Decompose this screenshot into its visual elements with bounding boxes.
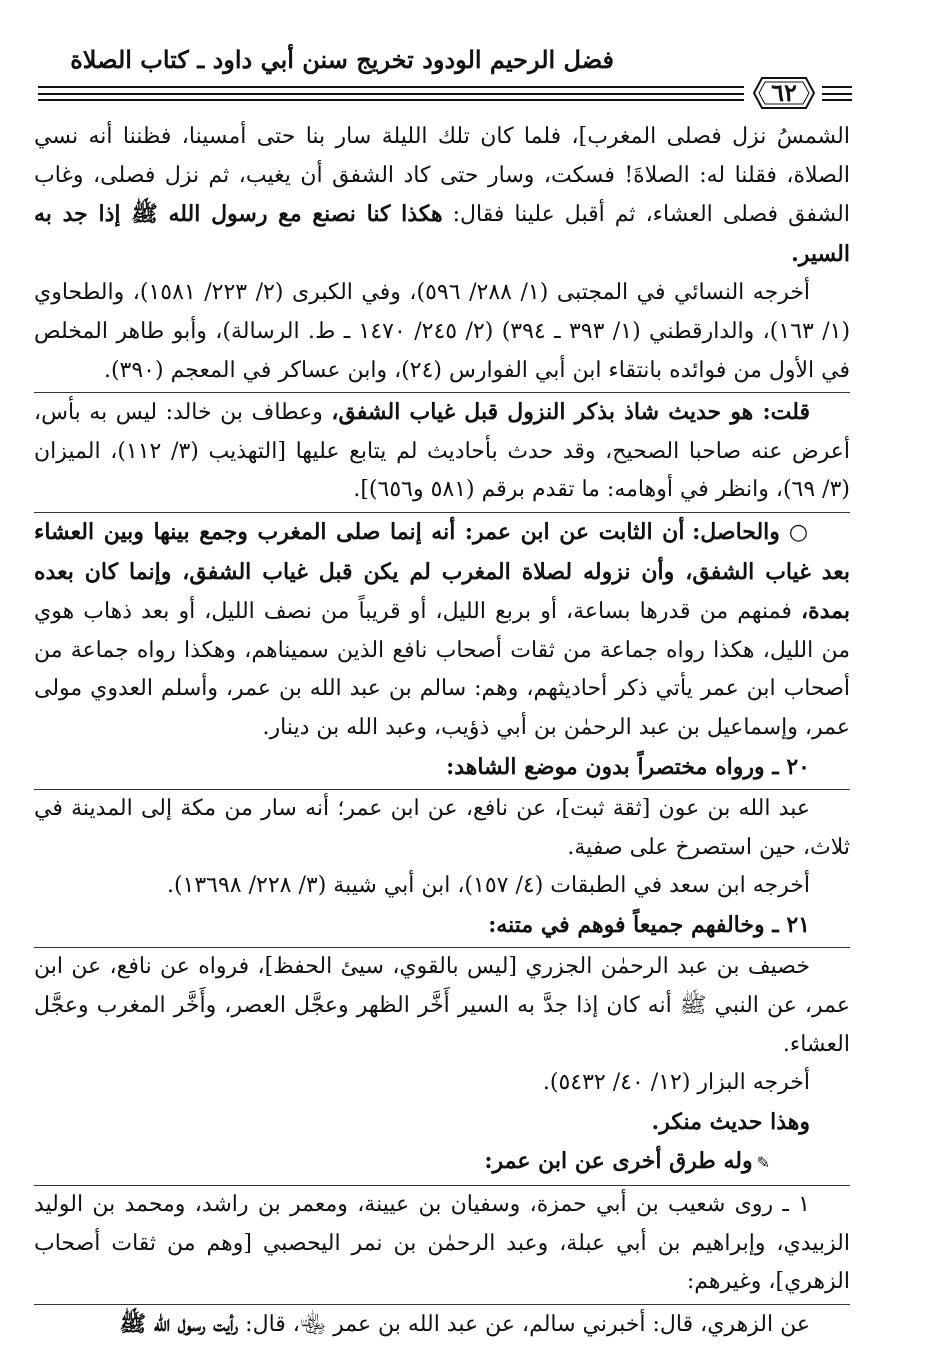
heading-text: ٢١ ـ وخالفهم جميعاً فوهم في متنه: xyxy=(488,911,810,938)
bold-text-run: هكذا كنا نصنع مع رسول الله ﷺ إذا جد به السير. xyxy=(34,201,850,267)
heading-other-routes xyxy=(34,1142,850,1183)
paragraph-ibn-awn: عبد الله بن عون [ثقة ثبت]، عن نافع، عن ابن عمر؛ أنه سار من مكة إلى المدينة في ثلاث، حين استصرخ على صفية. xyxy=(34,796,850,860)
header-rule xyxy=(38,86,744,88)
header-rule xyxy=(822,93,852,95)
pen-marker-icon: ✎ xyxy=(756,1153,770,1173)
paragraph-qultu xyxy=(34,393,850,510)
header-rule xyxy=(38,99,744,101)
circle-marker-icon: ○ xyxy=(788,519,810,545)
paragraph-zuhri xyxy=(34,1305,850,1345)
text-run: الشمسُ نزل فصلى المغرب]، فلما كان تلك الليلة سار بنا حتى أمسينا، فظننا أنه نسي الصلاة، فقلنا له: الصلاةَ! فسكت، وسار حتى كاد الشفق أن يغيب، ثم نزل فصلى، وغاب الشفق فصلى العشاء، ثم أقبل علينا فقال: xyxy=(34,124,850,228)
bold-text-run: وهذا حديث منكر. xyxy=(651,1108,810,1135)
header-rule xyxy=(822,99,852,101)
main-text xyxy=(34,118,850,1344)
header-rule xyxy=(38,93,744,95)
paragraph-khusayf: خصيف بن عبد الرحمٰن الجزري [ليس بالقوي، سيئ الحفظ]، فرواه عن نافع، عن ابن عمر، عن النبي ﷺ أنه كان إذا جدَّ به السير أَخَّر الظهر وعجَّل العصر، وأَخَّر المغرب وعجَّل العشاء. xyxy=(34,954,850,1057)
text-run: وعطاف بن خالد: ليس به بأس، أعرض عنه صاحبا الصحيح، وقد حدث بأحاديث لم يتابع عليها [التهذيب (٣/ ١١٢)، الميزان (٣/ ٦٩)، وانظر في أوهامه: ما تقدم برقم (٥٨١ و٦٥٦)]. xyxy=(34,400,851,503)
bold-text-run: قلت: هو حديث شاذ بذكر النزول قبل غياب الشفق، xyxy=(331,399,810,426)
paragraph-ruling xyxy=(34,1103,850,1143)
bold-text-run: رأيت رسول الله ﷺ xyxy=(119,1310,239,1337)
paragraph-takhrij-3: أخرجه البزار (١٢/ ٤٠/ ٥٤٣٢). xyxy=(542,1070,810,1096)
paragraph-takhrij-2: أخرجه ابن سعد في الطبقات (٤/ ١٥٧)، ابن أبي شيبة (٣/ ٢٢٨/ ١٣٦٩٨). xyxy=(166,873,810,899)
heading-21 xyxy=(34,906,850,946)
header-rule xyxy=(822,86,852,88)
running-header-title: فضل الرحيم الودود تخريج سنن أبي داود ـ كتاب الصلاة xyxy=(70,45,614,74)
text-run: عن الزهري، قال: أخبرني سالم، عن عبد الله بن عمر ﵄، قال: xyxy=(238,1311,810,1337)
heading-20 xyxy=(34,748,850,788)
heading-text: وله طرق أخرى عن ابن عمر: xyxy=(484,1148,753,1175)
paragraph-conclusion xyxy=(34,513,850,748)
heading-text: ٢٠ ـ ورواه مختصراً بدون موضع الشاهد: xyxy=(446,753,810,780)
paragraph-route-1: ١ ـ روى شعيب بن أبي حمزة، وسفيان بن عيينة، ومعمر بن راشد، ومحمد بن الوليد الزبيدي، وإبراهيم بن أبي عبلة، وعبد الرحمٰن بن نمر اليحصبي [وهم من ثقات أصحاب الزهري]، وغيرهم: xyxy=(34,1192,850,1295)
paragraph-takhrij: أخرجه النسائي في المجتبى (١/ ٢٨٨/ ٥٩٦)، وفي الكبرى (٢/ ٢٢٣/ ١٥٨١)، والطحاوي (١/ ١٦٣)، والدارقطني (١/ ٣٩٣ ـ ٣٩٤) (٢/ ٢٤٥/ ١٤٧٠ ـ ط. الرسالة)، وأبو طاهر المخلص في الأول من فوائده بانتقاء ابن أبي الفوارس (٢٤)، وابن عساكر في المعجم (٣٩٠). xyxy=(34,280,851,383)
paragraph-narration-end xyxy=(34,118,850,274)
text-run: فمنهم من قدرها بساعة، أو بربع الليل، أو قريباً من نصف الليل، أو بعد ذهاب هوي من الليل، هكذا رواه جماعة من ثقات أصحاب نافع الذين سميناهم، وهكذا رواه جماعة من أصحاب ابن عمر يأتي ذكر أحاديثهم، وهم: سالم بن عبد الله بن عمر، وأسلم العدوي مولى عمر، وإسماعيل بن عبد الرحمٰن بن أبي ذؤيب، وعبد الله بن دينار. xyxy=(34,599,850,740)
bold-text-run: والحاصل: أن الثابت عن ابن عمر: أنه إنما صلى المغرب وجمع بينها وبين العشاء بعد غياب الشفق، وأن نزوله لصلاة المغرب لم يكن قبل غياب الشفق، وإنما كان بعده بمدة، xyxy=(34,518,850,625)
page-number: ٦٢ xyxy=(771,78,797,107)
page-number-frame xyxy=(752,75,816,111)
